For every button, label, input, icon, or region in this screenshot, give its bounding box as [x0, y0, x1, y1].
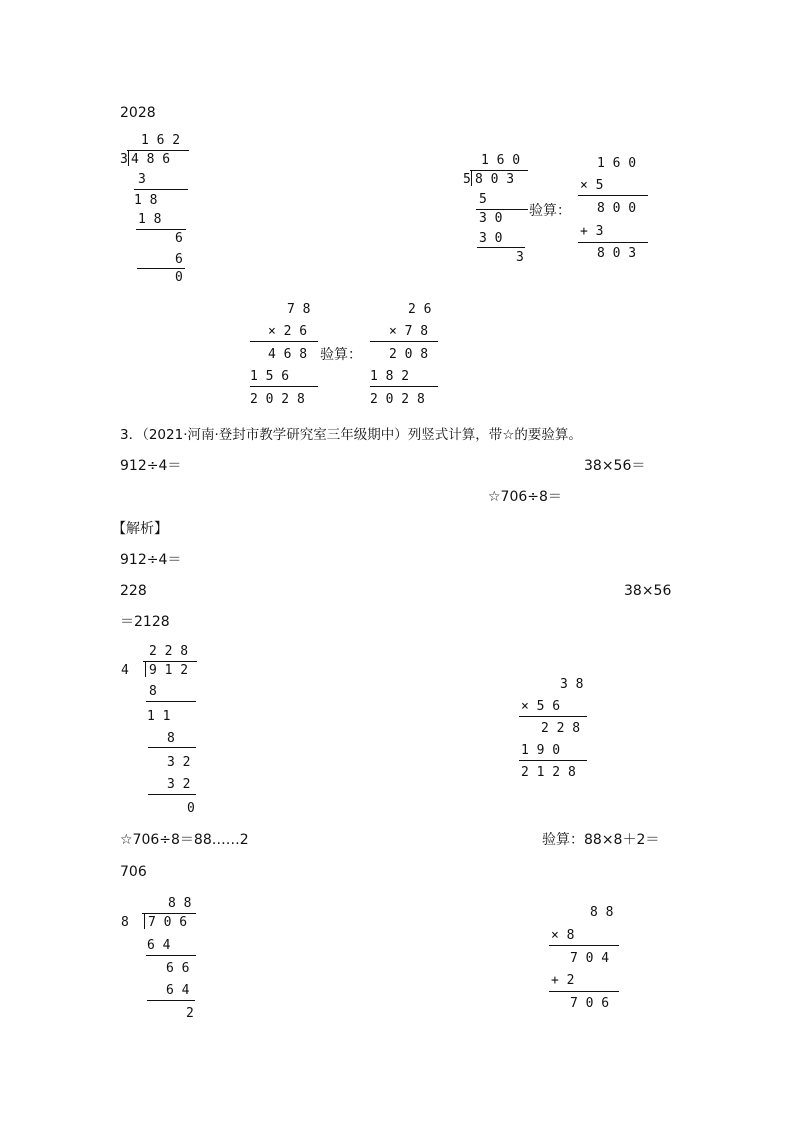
analysis-line: 912÷4＝: [120, 552, 182, 568]
analysis-line: ＝2128: [120, 614, 170, 630]
calc-line-rule: [250, 386, 318, 387]
calc-line-rule: [578, 242, 648, 243]
calc-line: 1 6 0: [597, 156, 637, 171]
division-bracket: [145, 661, 146, 677]
divisor: 5: [463, 172, 471, 187]
step-line: [148, 747, 196, 748]
calc-line: 8 0 3: [597, 246, 637, 261]
divisor: 4: [121, 663, 129, 678]
calc-line: 4 6 8: [268, 347, 308, 362]
step-row: 0: [187, 801, 195, 816]
calc-line: 2 0 8: [389, 347, 429, 362]
check-label: 验算：: [529, 203, 571, 219]
quotient: 2 2 8: [149, 644, 189, 659]
divisor: 3: [120, 152, 128, 167]
quotient: 1 6 0: [481, 153, 521, 168]
analysis-line: 验算：88×8＋2＝: [542, 832, 660, 848]
calc-line-rule: [370, 341, 438, 342]
calc-line-rule: [519, 760, 587, 761]
division-bracket: [144, 913, 145, 929]
calc-line: + 3: [580, 224, 604, 239]
analysis-line: 228: [120, 583, 147, 599]
quotient: 8 8: [168, 896, 192, 911]
step-line: [147, 1000, 195, 1001]
calc-line-rule: [549, 945, 619, 946]
dividend: 8 0 3: [475, 172, 515, 187]
step-row: 0: [175, 270, 183, 285]
step-row: 3 2: [167, 755, 191, 770]
question-item-912: 912÷4＝: [120, 458, 182, 474]
calc-line: × 5: [580, 178, 604, 193]
division-bar: [143, 661, 197, 662]
step-row: 3 0: [479, 211, 503, 226]
step-line: [134, 189, 188, 190]
dividend: 9 1 2: [149, 663, 189, 678]
calc-line: + 2: [551, 973, 575, 988]
division-bar: [142, 913, 196, 914]
dividend: 4 8 6: [131, 152, 171, 167]
calc-line: 7 0 6: [570, 996, 610, 1011]
step-line: [136, 229, 186, 230]
calc-line-rule: [519, 716, 587, 717]
calc-line-rule: [578, 195, 648, 196]
step-row: 3 0: [479, 231, 503, 246]
analysis-line: 706: [120, 864, 147, 880]
calc-line: 1 8 2: [370, 369, 410, 384]
divisor: 8: [121, 915, 129, 930]
calc-line: 8 0 0: [597, 201, 637, 216]
division-bracket: [128, 150, 129, 166]
step-row: 8: [149, 684, 157, 699]
step-row: 6: [175, 231, 183, 246]
calc-line: 1 5 6: [250, 369, 290, 384]
step-row: 8: [167, 731, 175, 746]
calc-line-rule: [549, 991, 619, 992]
analysis-title: 【解析】: [112, 521, 168, 537]
question-item-38x56: 38×56＝: [584, 458, 646, 474]
step-line: [146, 701, 196, 702]
analysis-line: 38×56: [624, 583, 672, 599]
calc-line: 2 2 8: [541, 721, 581, 736]
step-line: [148, 794, 196, 795]
analysis-line: ☆706÷8＝88……2: [120, 832, 249, 848]
question-3-text: 3．（2021·河南·登封市教学研究室三年级期中）列竖式计算，带☆的要验算。: [120, 427, 582, 443]
step-row: 3: [138, 172, 146, 187]
question-item-706: ☆706÷8＝: [488, 489, 562, 505]
dividend: 7 0 6: [148, 915, 188, 930]
quotient: 1 6 2: [141, 133, 181, 148]
step-row: 6 4: [166, 983, 190, 998]
step-line: [477, 247, 525, 248]
answer-2028: 2028: [120, 105, 156, 121]
calc-line: 7 0 4: [570, 951, 610, 966]
step-row: 1 1: [147, 709, 171, 724]
calc-line: 2 0 2 8: [250, 392, 305, 407]
calc-line: 2 6: [408, 302, 432, 317]
calc-line: × 2 6: [268, 324, 308, 339]
step-row: 1 8: [138, 212, 162, 227]
step-row: 2: [186, 1006, 194, 1021]
step-row: 3: [516, 250, 524, 265]
calc-line: 2 1 2 8: [521, 765, 576, 780]
calc-line: 1 9 0: [521, 743, 561, 758]
step-row: 5: [479, 192, 487, 207]
calc-line: × 8: [551, 928, 575, 943]
step-line: [146, 955, 196, 956]
calc-line: 2 0 2 8: [370, 392, 425, 407]
check-label: 验算：: [320, 347, 362, 363]
calc-line-rule: [250, 341, 318, 342]
calc-line: 8 8: [590, 905, 614, 920]
calc-line: 7 8: [287, 302, 311, 317]
calc-line-rule: [370, 386, 438, 387]
division-bar: [470, 170, 528, 171]
step-line: [137, 268, 185, 269]
calc-line: × 5 6: [521, 699, 561, 714]
step-row: 6 4: [147, 938, 171, 953]
step-row: 6 6: [166, 961, 190, 976]
step-row: 3 2: [167, 777, 191, 792]
calc-line: 3 8: [560, 677, 584, 692]
calc-line: × 7 8: [389, 324, 429, 339]
step-row: 6: [175, 252, 183, 267]
division-bracket: [471, 170, 472, 186]
step-line: [476, 209, 528, 210]
step-row: 1 8: [134, 193, 158, 208]
division-bar: [127, 150, 189, 151]
